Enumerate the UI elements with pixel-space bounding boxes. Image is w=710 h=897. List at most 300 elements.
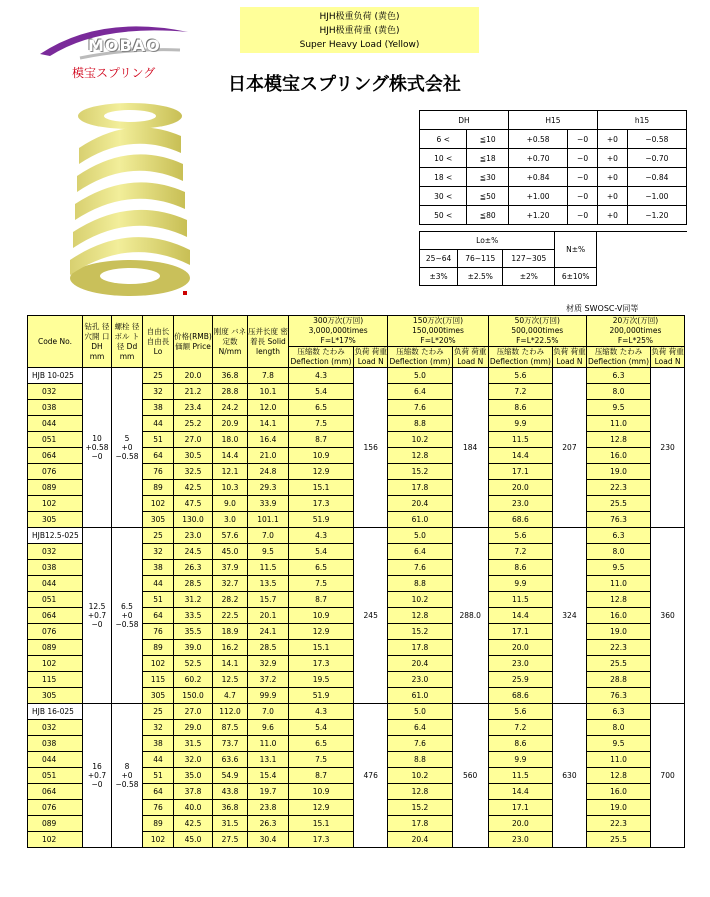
table-cell: 51.9 — [289, 512, 354, 528]
table-cell: 089 — [28, 480, 83, 496]
table-cell: 10.9 — [289, 608, 354, 624]
table-cell: 25.9 — [488, 672, 552, 688]
table-cell: 9.9 — [488, 416, 552, 432]
tol-cell: +0 — [597, 187, 627, 206]
table-cell: 17.8 — [388, 640, 452, 656]
table-cell: 4.3 — [289, 528, 354, 544]
tol-cell: −0.58 — [627, 130, 686, 149]
table-cell: 15.4 — [248, 768, 289, 784]
spring-image — [65, 100, 195, 300]
table-cell: 38 — [143, 400, 174, 416]
table-cell: 102 — [28, 656, 83, 672]
table-cell: 51 — [143, 592, 174, 608]
table-cell: 700 — [651, 704, 685, 848]
table-cell: 11.5 — [248, 560, 289, 576]
table-cell: 17.8 — [388, 480, 452, 496]
table-cell: 32 — [143, 544, 174, 560]
table-cell: 44 — [143, 416, 174, 432]
table-cell: 11.5 — [488, 768, 552, 784]
table-cell: 35.5 — [174, 624, 213, 640]
table-cell: 28.5 — [248, 640, 289, 656]
table-cell: 14.4 — [488, 784, 552, 800]
lo-title: Lo±% — [420, 232, 555, 250]
table-cell: 52.5 — [174, 656, 213, 672]
table-cell: 7.5 — [289, 576, 354, 592]
table-cell: 6.5 — [289, 560, 354, 576]
lo-range: 76~115 — [458, 250, 503, 268]
table-cell: 288.0 — [452, 528, 488, 704]
table-cell: 32.0 — [174, 752, 213, 768]
company-name: 日本模宝スプリング株式会社 — [228, 74, 461, 95]
table-cell: 5.6 — [488, 528, 552, 544]
table-cell: 4.7 — [213, 688, 248, 704]
table-cell: 16.4 — [248, 432, 289, 448]
table-cell: 37.8 — [174, 784, 213, 800]
table-cell: 28.5 — [174, 576, 213, 592]
table-cell: 23.0 — [488, 656, 552, 672]
tol-cell: −1.00 — [627, 187, 686, 206]
lo-range: 25~64 — [420, 250, 458, 268]
table-cell: 9.5 — [586, 400, 650, 416]
nt-val: 6±10% — [555, 268, 597, 286]
table-cell: 7.6 — [388, 736, 452, 752]
table-cell: 13.1 — [248, 752, 289, 768]
table-cell: 360 — [651, 528, 685, 704]
table-cell: 17.3 — [289, 656, 354, 672]
tol-cell: −0 — [568, 149, 598, 168]
table-cell: 22.3 — [586, 640, 650, 656]
table-cell: 20.0 — [174, 368, 213, 384]
table-cell: 29.0 — [174, 720, 213, 736]
table-cell: 29.3 — [248, 480, 289, 496]
table-cell: 5.0 — [388, 704, 452, 720]
table-cell: 25 — [143, 368, 174, 384]
table-cell: 207 — [553, 368, 587, 528]
table-cell: 12.8 — [388, 784, 452, 800]
table-cell: 20.1 — [248, 608, 289, 624]
tol-header-dh: DH — [420, 111, 509, 130]
tol-cell: 10 < — [420, 149, 467, 168]
table-cell: 051 — [28, 592, 83, 608]
table-cell: 16.2 — [213, 640, 248, 656]
table-cell: 4.3 — [289, 704, 354, 720]
table-cell: 10.1 — [248, 384, 289, 400]
col-price: 价格(RMB) 価額 Price — [174, 316, 213, 368]
tol-cell: −1.20 — [627, 206, 686, 225]
table-cell: 64 — [143, 448, 174, 464]
g1-l3: F=L*17% — [320, 336, 356, 345]
tol-cell: +0.58 — [508, 130, 567, 149]
table-cell: 19.0 — [586, 464, 650, 480]
table-cell: 17.1 — [488, 464, 552, 480]
table-cell: 9.5 — [586, 560, 650, 576]
g3-l1: 50万次(万回) — [514, 316, 560, 325]
g3-l2: 500,000times — [511, 326, 564, 335]
tol-cell: −0.84 — [627, 168, 686, 187]
table-cell: 19.0 — [586, 800, 650, 816]
tol-cell: +0.84 — [508, 168, 567, 187]
table-cell: 630 — [553, 704, 587, 848]
table-cell: 16.0 — [586, 448, 650, 464]
g1-l1: 300万次(万回) — [313, 316, 364, 325]
table-cell: 16.0 — [586, 608, 650, 624]
table-cell: 076 — [28, 624, 83, 640]
table-cell: 22.3 — [586, 816, 650, 832]
table-cell: 17.8 — [388, 816, 452, 832]
table-cell: 4.3 — [289, 368, 354, 384]
table-cell: 038 — [28, 560, 83, 576]
table-cell: 305 — [28, 688, 83, 704]
table-cell: 16 +0.7 −0 — [83, 704, 112, 848]
table-cell: 130.0 — [174, 512, 213, 528]
table-cell: 32.9 — [248, 656, 289, 672]
table-row — [28, 528, 685, 544]
table-cell: 560 — [452, 704, 488, 848]
table-cell: 20.0 — [488, 640, 552, 656]
table-row — [28, 368, 685, 384]
table-cell: 21.0 — [248, 448, 289, 464]
tol-cell: ≦50 — [467, 187, 509, 206]
load-header: 负荷 荷重 Load N — [553, 347, 586, 366]
table-cell: 15.1 — [289, 816, 354, 832]
table-cell: 038 — [28, 736, 83, 752]
table-cell: HJB 16-025 — [28, 704, 83, 720]
table-cell: 63.6 — [213, 752, 248, 768]
table-cell: 112.0 — [213, 704, 248, 720]
table-cell: 038 — [28, 400, 83, 416]
tol-cell: ≦30 — [467, 168, 509, 187]
table-cell: 27.0 — [174, 432, 213, 448]
table-cell: 14.4 — [488, 608, 552, 624]
table-cell: 19.7 — [248, 784, 289, 800]
table-cell: 076 — [28, 800, 83, 816]
table-cell: 20.0 — [488, 816, 552, 832]
table-cell: 032 — [28, 720, 83, 736]
table-cell: 19.0 — [586, 624, 650, 640]
lo-range: 127~305 — [503, 250, 555, 268]
table-cell: 8.7 — [289, 768, 354, 784]
table-cell: 9.9 — [488, 576, 552, 592]
table-cell: 11.5 — [488, 592, 552, 608]
table-cell: 22.5 — [213, 608, 248, 624]
table-cell: 9.6 — [248, 720, 289, 736]
defl-header: 压缩数 たわみ Deflection (mm) — [489, 347, 551, 366]
table-cell: 20.4 — [388, 656, 452, 672]
g4-l3: F=L*25% — [617, 336, 654, 345]
table-cell: 15.1 — [289, 480, 354, 496]
tol-header-h15-lower: h15 — [597, 111, 686, 130]
tol-cell: 18 < — [420, 168, 467, 187]
group3-header — [488, 316, 586, 347]
table-cell: 17.1 — [488, 624, 552, 640]
table-cell: 18.9 — [213, 624, 248, 640]
table-cell: 12.8 — [586, 432, 650, 448]
table-cell: 64 — [143, 608, 174, 624]
table-cell: 16.0 — [586, 784, 650, 800]
table-cell: 31.5 — [174, 736, 213, 752]
table-cell: 12.8 — [586, 768, 650, 784]
table-cell: 28.8 — [213, 384, 248, 400]
table-cell: 115 — [28, 672, 83, 688]
table-cell: 42.5 — [174, 816, 213, 832]
table-cell: 6.5 +0 −0.58 — [112, 528, 143, 704]
group1-header — [289, 316, 388, 347]
table-cell: 89 — [143, 480, 174, 496]
tol-cell: +1.00 — [508, 187, 567, 206]
table-cell: 28.2 — [213, 592, 248, 608]
table-cell: 5.6 — [488, 704, 552, 720]
table-cell: 115 — [143, 672, 174, 688]
table-cell: 54.9 — [213, 768, 248, 784]
col-dd: 螺栓 径 ボル ト径 Dd mm — [112, 316, 143, 368]
table-cell: 14.1 — [213, 656, 248, 672]
table-cell: 43.8 — [213, 784, 248, 800]
table-cell: 44 — [143, 576, 174, 592]
table-cell: 305 — [143, 512, 174, 528]
table-cell: 17.3 — [289, 496, 354, 512]
tol-cell: 50 < — [420, 206, 467, 225]
table-cell: 10.9 — [289, 784, 354, 800]
table-cell: 7.6 — [388, 560, 452, 576]
table-cell: 89 — [143, 816, 174, 832]
lo-tolerance-table — [419, 231, 687, 286]
table-cell: 38 — [143, 736, 174, 752]
table-cell: 15.1 — [289, 640, 354, 656]
table-cell: 245 — [354, 528, 388, 704]
table-cell: 7.2 — [488, 544, 552, 560]
table-cell: 45.0 — [213, 544, 248, 560]
table-cell: 32 — [143, 720, 174, 736]
tol-cell: ≦80 — [467, 206, 509, 225]
table-cell: 27.5 — [213, 832, 248, 848]
logo-brand: MOBAO — [88, 36, 161, 55]
table-cell: 40.0 — [174, 800, 213, 816]
tol-cell: +1.20 — [508, 206, 567, 225]
table-cell: 8.0 — [586, 384, 650, 400]
lo-val: ±2.5% — [458, 268, 503, 286]
col-rate: 刚度 バネ定数 N/mm — [213, 316, 248, 368]
table-cell: 032 — [28, 544, 83, 560]
table-cell: 6.3 — [586, 368, 650, 384]
table-cell: 28.8 — [586, 672, 650, 688]
table-cell: 101.1 — [248, 512, 289, 528]
table-cell: 8.6 — [488, 736, 552, 752]
table-cell: 99.9 — [248, 688, 289, 704]
group4-header — [586, 316, 684, 347]
tol-cell: +0 — [597, 149, 627, 168]
table-cell: 8.0 — [586, 544, 650, 560]
table-cell: 8.8 — [388, 576, 452, 592]
table-cell: 044 — [28, 576, 83, 592]
table-cell: 61.0 — [388, 688, 452, 704]
table-cell: 20.0 — [488, 480, 552, 496]
table-cell: 22.3 — [586, 480, 650, 496]
table-cell: 27.0 — [174, 704, 213, 720]
table-cell: 8.6 — [488, 560, 552, 576]
table-cell: 24.8 — [248, 464, 289, 480]
table-cell: 12.5 — [213, 672, 248, 688]
table-cell: 051 — [28, 768, 83, 784]
g3-l3: F=L*22.5% — [516, 336, 559, 345]
table-cell: 87.5 — [213, 720, 248, 736]
table-cell: 089 — [28, 640, 83, 656]
logo-jp-text: 模宝スプリング — [72, 66, 156, 80]
table-cell: 9.5 — [586, 736, 650, 752]
table-cell: 12.9 — [289, 624, 354, 640]
tol-cell: 30 < — [420, 187, 467, 206]
table-cell: 14.4 — [213, 448, 248, 464]
table-cell: 7.6 — [388, 400, 452, 416]
table-cell: 23.0 — [488, 496, 552, 512]
table-cell: 73.7 — [213, 736, 248, 752]
table-cell: 36.8 — [213, 368, 248, 384]
table-cell: 476 — [354, 704, 388, 848]
table-cell: 11.0 — [586, 576, 650, 592]
lo-blank — [597, 232, 688, 286]
table-cell: 9.0 — [213, 496, 248, 512]
table-cell: 25.5 — [586, 656, 650, 672]
table-cell: 23.0 — [488, 832, 552, 848]
table-cell: 30.4 — [248, 832, 289, 848]
load-header: 负荷 荷重 Load N — [651, 347, 684, 366]
table-cell: 26.3 — [248, 816, 289, 832]
defl-header: 压缩数 たわみ Deflection (mm) — [389, 347, 451, 366]
table-cell: 24.5 — [174, 544, 213, 560]
table-cell: 25.2 — [174, 416, 213, 432]
table-cell: 37.2 — [248, 672, 289, 688]
material-note: 材质 SWOSC-V同等 — [566, 304, 639, 313]
load-type-header — [240, 7, 479, 53]
table-cell: 10.9 — [289, 448, 354, 464]
spring-spec-table — [27, 315, 685, 848]
table-cell: 184 — [452, 368, 488, 528]
table-cell: 044 — [28, 752, 83, 768]
table-cell: 64 — [143, 784, 174, 800]
table-cell: 76.3 — [586, 512, 650, 528]
table-cell: 089 — [28, 816, 83, 832]
table-cell: 12.9 — [289, 800, 354, 816]
table-cell: 68.6 — [488, 512, 552, 528]
table-cell: 10.2 — [388, 592, 452, 608]
table-cell: HJB 10-025 — [28, 368, 83, 384]
table-cell: 8.8 — [388, 752, 452, 768]
table-cell: 19.5 — [289, 672, 354, 688]
tol-cell: +0 — [597, 206, 627, 225]
tol-cell: −0 — [568, 206, 598, 225]
header-line: HJH极重荷重 (黄色) — [319, 26, 400, 36]
table-cell: 230 — [651, 368, 685, 528]
load-header: 负荷 荷重 Load N — [453, 347, 487, 366]
table-cell: 20.4 — [388, 832, 452, 848]
table-cell: 17.1 — [488, 800, 552, 816]
table-cell: 25.5 — [586, 496, 650, 512]
table-cell: 20.9 — [213, 416, 248, 432]
table-cell: 5.4 — [289, 384, 354, 400]
table-cell: 305 — [143, 688, 174, 704]
table-cell: 25 — [143, 528, 174, 544]
table-cell: 8 +0 −0.58 — [112, 704, 143, 848]
table-cell: 36.8 — [213, 800, 248, 816]
table-cell: 89 — [143, 640, 174, 656]
table-cell: 11.0 — [586, 752, 650, 768]
table-cell: 12.8 — [388, 608, 452, 624]
table-cell: 3.0 — [213, 512, 248, 528]
table-cell: 12.5 +0.7 −0 — [83, 528, 112, 704]
table-cell: 57.6 — [213, 528, 248, 544]
table-cell: 76.3 — [586, 688, 650, 704]
table-cell: 7.5 — [289, 416, 354, 432]
lo-val: ±3% — [420, 268, 458, 286]
table-cell: 32 — [143, 384, 174, 400]
table-cell: 23.8 — [248, 800, 289, 816]
table-cell: 13.5 — [248, 576, 289, 592]
table-cell: 064 — [28, 784, 83, 800]
table-cell: 10.2 — [388, 768, 452, 784]
table-cell: 044 — [28, 416, 83, 432]
table-cell: 5.4 — [289, 544, 354, 560]
table-cell: 7.2 — [488, 720, 552, 736]
table-cell: 305 — [28, 512, 83, 528]
nt-title: N±% — [555, 232, 597, 268]
table-cell: 324 — [553, 528, 587, 704]
table-cell: 23.4 — [174, 400, 213, 416]
g2-l2: 150,000times — [412, 326, 464, 335]
g1-l2: 3,000,000times — [308, 326, 368, 335]
load-header: 负荷 荷重 Load N — [354, 347, 387, 366]
table-cell: 42.5 — [174, 480, 213, 496]
table-cell: 102 — [28, 496, 83, 512]
table-cell: 15.2 — [388, 464, 452, 480]
g4-l2: 200,000times — [609, 326, 662, 335]
table-cell: 51 — [143, 432, 174, 448]
table-cell: HJB12.5-025 — [28, 528, 83, 544]
table-cell: 12.8 — [586, 592, 650, 608]
table-cell: 68.6 — [488, 688, 552, 704]
table-cell: 11.5 — [488, 432, 552, 448]
table-cell: 10.2 — [388, 432, 452, 448]
table-cell: 24.1 — [248, 624, 289, 640]
table-cell: 7.2 — [488, 384, 552, 400]
table-cell: 9.9 — [488, 752, 552, 768]
table-cell: 60.2 — [174, 672, 213, 688]
col-code: Code No. — [28, 316, 83, 368]
table-cell: 7.0 — [248, 704, 289, 720]
tol-cell: −0 — [568, 187, 598, 206]
tol-cell: −0 — [568, 130, 598, 149]
table-cell: 33.5 — [174, 608, 213, 624]
table-cell: 102 — [28, 832, 83, 848]
table-cell: 5.0 — [388, 528, 452, 544]
table-cell: 23.0 — [388, 672, 452, 688]
table-cell: 51.9 — [289, 688, 354, 704]
table-cell: 51 — [143, 768, 174, 784]
table-cell: 12.1 — [213, 464, 248, 480]
table-cell: 8.8 — [388, 416, 452, 432]
table-cell: 31.2 — [174, 592, 213, 608]
table-cell: 102 — [143, 496, 174, 512]
table-cell: 102 — [143, 656, 174, 672]
table-cell: 6.4 — [388, 544, 452, 560]
table-cell: 6.4 — [388, 384, 452, 400]
table-cell: 15.7 — [248, 592, 289, 608]
red-mark — [183, 291, 187, 295]
table-cell: 8.6 — [488, 400, 552, 416]
table-cell: 150.0 — [174, 688, 213, 704]
table-cell: 5 +0 −0.58 — [112, 368, 143, 528]
table-cell: 5.4 — [289, 720, 354, 736]
table-cell: 30.5 — [174, 448, 213, 464]
tol-cell: −0.70 — [627, 149, 686, 168]
